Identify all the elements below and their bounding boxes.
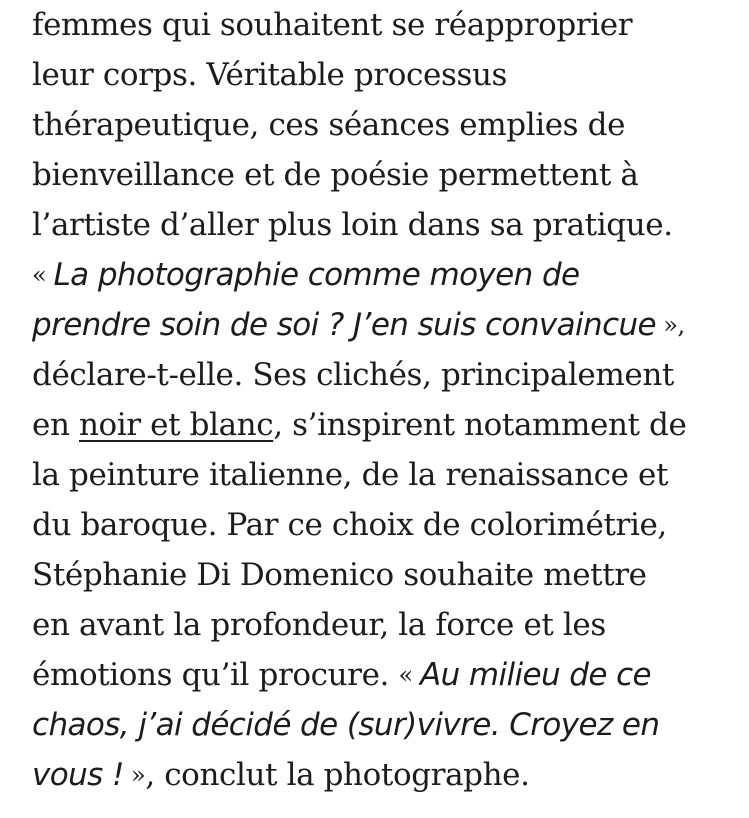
text-segment: Stéphanie Di Domenico souhaite mettre bbox=[32, 557, 647, 593]
quotation-text: chaos, j’ai décidé de (sur)vivre. Croyez en bbox=[32, 707, 660, 743]
text-line bbox=[32, 450, 732, 500]
text-line bbox=[32, 200, 732, 250]
text-line bbox=[32, 300, 732, 350]
text-segment: émotions qu’il procure. bbox=[32, 657, 399, 693]
closing-quote-mark: » bbox=[123, 761, 146, 789]
closing-quote-mark: », bbox=[656, 311, 685, 339]
text-segment: la peinture italienne, de la renaissance et bbox=[32, 457, 669, 493]
text-line bbox=[32, 100, 732, 150]
opening-quote-mark: « bbox=[398, 661, 420, 689]
text-line bbox=[32, 600, 732, 650]
quotation-text: prendre soin de soi ? J’en suis convaincue bbox=[32, 307, 657, 343]
text-line bbox=[32, 650, 732, 700]
text-segment: thérapeutique, ces séances emplies de bbox=[32, 107, 626, 143]
quotation-text: La photographie comme moyen de bbox=[53, 257, 580, 293]
text-line bbox=[32, 0, 732, 50]
quotation-text: Au milieu de ce bbox=[419, 657, 652, 693]
text-segment: , s’inspirent notamment de bbox=[273, 407, 687, 443]
text-segment: déclare-t-elle. Ses clichés, principalement bbox=[32, 357, 674, 393]
text-segment: femmes qui souhaitent se réapproprier bbox=[32, 7, 633, 43]
article-paragraph bbox=[32, 0, 732, 800]
text-line bbox=[32, 150, 732, 200]
text-segment: leur corps. Véritable processus bbox=[32, 57, 508, 93]
text-line bbox=[32, 700, 732, 750]
text-segment: en avant la profondeur, la force et les bbox=[32, 607, 606, 643]
opening-quote-mark: « bbox=[32, 261, 54, 289]
text-line bbox=[32, 550, 732, 600]
text-line bbox=[32, 350, 732, 400]
text-line bbox=[32, 750, 732, 800]
text-line bbox=[32, 400, 732, 450]
text-line bbox=[32, 250, 732, 300]
text-line bbox=[32, 50, 732, 100]
text-segment: du baroque. Par ce choix de colorimétrie, bbox=[32, 507, 667, 543]
text-line bbox=[32, 500, 732, 550]
text-segment: en bbox=[32, 407, 79, 443]
text-segment: bienveillance et de poésie permettent à bbox=[32, 157, 639, 193]
noir-et-blanc-link[interactable]: noir et blanc bbox=[78, 407, 274, 443]
quotation-text: vous ! bbox=[32, 757, 124, 793]
text-segment: l’artiste d’aller plus loin dans sa pratique. bbox=[32, 207, 673, 243]
text-segment: , conclut la photographe. bbox=[145, 757, 530, 793]
